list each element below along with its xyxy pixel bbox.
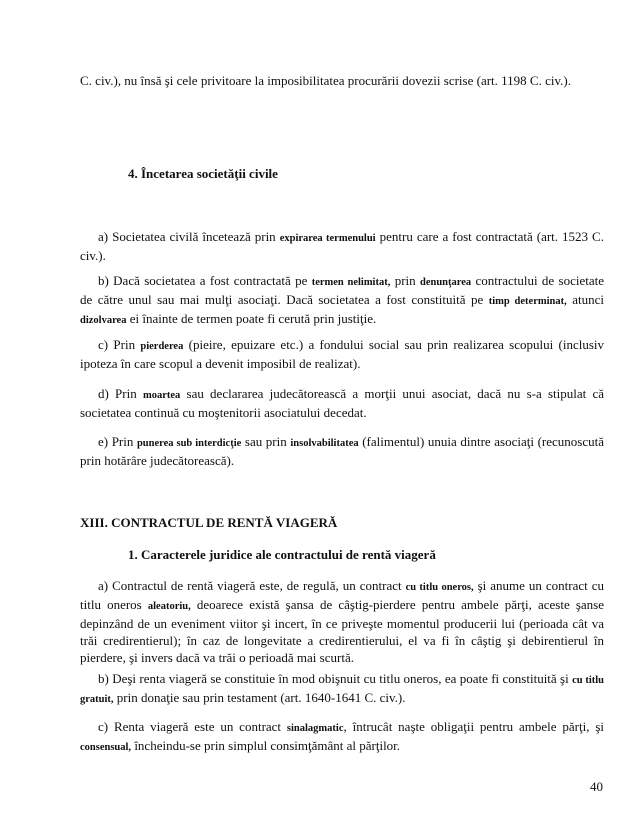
- text-span: deoarece există şansa de câştig-pierdere pentru ambele părţi, aceste şanse depinzând de un eveniment viitor şi incert, în ce priveşte momentul producerii lui (perioada cât va trăi credirentierul); în caz de longevitate a credirentierului, el va fi în câştig şi debirentierul în pierdere, şi invers dacă va trăi o perioadă mai scurtă.: [80, 597, 605, 665]
- bold-term: punerea sub interdicţie: [136, 438, 242, 449]
- text-span: sau declararea judecătorească a morţii unui asociat, dacă nu s-a stipulat că societatea continuă cu moştenitorii asociatului decedat.: [80, 386, 604, 420]
- section-heading-1: 1. Caracterele juridice ale contractului de rentă viageră: [128, 547, 436, 562]
- bold-term: consensual,: [80, 742, 132, 753]
- text-span: încheindu-se prin simplul consimţământ al părţilor.: [131, 738, 401, 753]
- bold-term: denunţarea: [419, 277, 472, 288]
- bold-term: cu titlu oneros,: [405, 582, 474, 593]
- text-span: b) Deşi renta viageră se constituie în mod obişnuit cu titlu oneros, ea poate fi constituită şi: [98, 671, 573, 686]
- text-span: d) Prin: [98, 386, 143, 401]
- paragraph-1b: [80, 670, 604, 708]
- text-span: a) Societatea civilă încetează prin: [98, 229, 280, 244]
- bold-term: cu titlu gratuit,: [80, 675, 604, 705]
- text-span: e) Prin: [98, 434, 137, 449]
- paragraph-e: [80, 433, 604, 469]
- bold-term: pierderea: [140, 341, 184, 352]
- text-span: (pieire, epuizare etc.) a fondului social sau prin realizarea scopului (inclusiv ipoteza în care scopul a devenit imposibil de realizat).: [80, 337, 604, 371]
- text-span: prin donaţie sau prin testament (art. 1640-1641 C. civ.).: [113, 690, 406, 705]
- bold-term: expirarea termenului: [279, 233, 376, 244]
- text-span: atunci: [566, 292, 604, 307]
- bold-term: dizolvarea: [80, 315, 127, 326]
- text-span: sau prin: [241, 434, 291, 449]
- text-span: , întrucât naşte obligaţii pentru ambele părţi, şi: [343, 719, 604, 734]
- text-span: contractului de societate de către unul sau mai mulţi asociaţi. Dacă societatea a fost constituită pe: [80, 273, 604, 307]
- bold-term: sinalagmatic: [286, 723, 344, 734]
- text-span: c) Renta viageră este un contract: [98, 719, 287, 734]
- page-number: 40: [590, 779, 603, 794]
- paragraph-1a: [80, 577, 604, 666]
- paragraph-1c: [80, 718, 604, 756]
- bold-term: aleatoriu,: [147, 601, 191, 612]
- intro-paragraph: C. civ.), nu însă şi cele privitoare la imposibilitatea procurării dovezii scrise (art. 1198 C. civ.).: [80, 73, 571, 88]
- chapter-heading-xiii: XIII. CONTRACTUL DE RENTĂ VIAGERĂ: [80, 515, 338, 530]
- bold-term: timp determinat,: [488, 296, 567, 307]
- bold-term: termen nelimitat,: [311, 277, 391, 288]
- bold-term: moartea: [142, 390, 181, 401]
- paragraph-c: [80, 336, 604, 372]
- bold-term: insolvabilitatea: [290, 438, 359, 449]
- text-span: c) Prin: [98, 337, 141, 352]
- paragraph-b: [80, 272, 604, 329]
- paragraph-a: [80, 228, 604, 264]
- paragraph-d: [80, 385, 604, 421]
- section-heading-4: 4. Încetarea societăţii civile: [128, 166, 278, 181]
- text-span: prin: [390, 273, 420, 288]
- text-span: (falimentul) unuia dintre asociaţi (recunoscută prin hotărâre judecătorească).: [80, 434, 604, 468]
- text-span: b) Dacă societatea a fost contractată pe: [98, 273, 312, 288]
- text-span: a) Contractul de rentă viageră este, de regulă, un contract: [98, 578, 406, 593]
- text-span: pentru care a fost contractată (art. 1523 C. civ.).: [80, 229, 604, 263]
- text-span: şi anume un contract cu titlu oneros: [80, 578, 604, 612]
- text-span: ei înainte de termen poate fi cerută prin justiţie.: [126, 311, 377, 326]
